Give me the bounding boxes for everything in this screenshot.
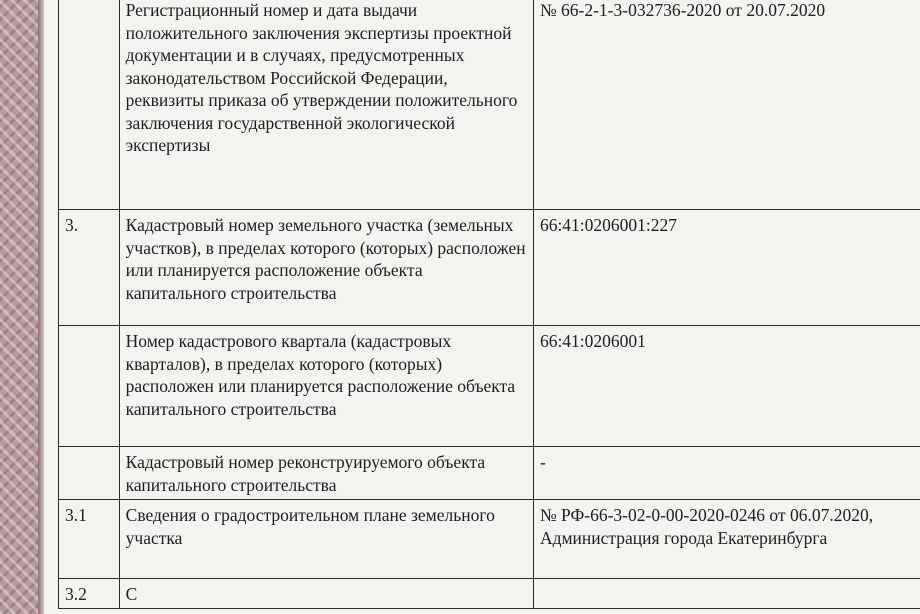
- row-number: 3.2: [59, 579, 120, 609]
- row-number: [59, 447, 120, 500]
- row-value: 66:41:0206001:227: [533, 210, 920, 326]
- table-row: [59, 500, 920, 579]
- row-description: Кадастровый номер земельного участка (земельных участков), в пределах которого (которых) расположен или планируется расположение объекта капитального строительства: [119, 210, 533, 326]
- table-row: [59, 447, 920, 500]
- row-description: Сведения о градостроительном плане земельного участка: [119, 500, 533, 579]
- row-value: [533, 579, 920, 609]
- row-number: 3.: [59, 210, 120, 326]
- row-description: Регистрационный номер и дата выдачи положительного заключения экспертизы проектной документации и в случаях, предусмотренных законодательством Российской Федерации, реквизиты приказа об утверждении положительного заключения государственной экологической экспертизы: [119, 0, 533, 210]
- table-row: [59, 326, 920, 447]
- table-row: [59, 210, 920, 326]
- table-row: [59, 0, 920, 210]
- permit-table: [58, 0, 920, 609]
- row-description: С: [119, 579, 533, 609]
- row-number: 3.1: [59, 500, 120, 579]
- row-value: № РФ-66-3-02-0-00-2020-0246 от 06.07.2020, Администрация города Екатеринбурга: [533, 500, 920, 579]
- row-value: № 66-2-1-3-032736-2020 от 20.07.2020: [533, 0, 920, 210]
- row-number: [59, 326, 120, 447]
- row-description: Кадастровый номер реконструируемого объекта капитального строительства: [119, 447, 533, 500]
- decorative-border: [0, 0, 44, 614]
- row-number: [59, 0, 120, 210]
- document-page: [44, 0, 920, 614]
- row-value: 66:41:0206001: [533, 326, 920, 447]
- table-row: [59, 579, 920, 609]
- row-value: -: [533, 447, 920, 500]
- row-description: Номер кадастрового квартала (кадастровых кварталов), в пределах которого (которых) расположен или планируется расположение объекта капитального строительства: [119, 326, 533, 447]
